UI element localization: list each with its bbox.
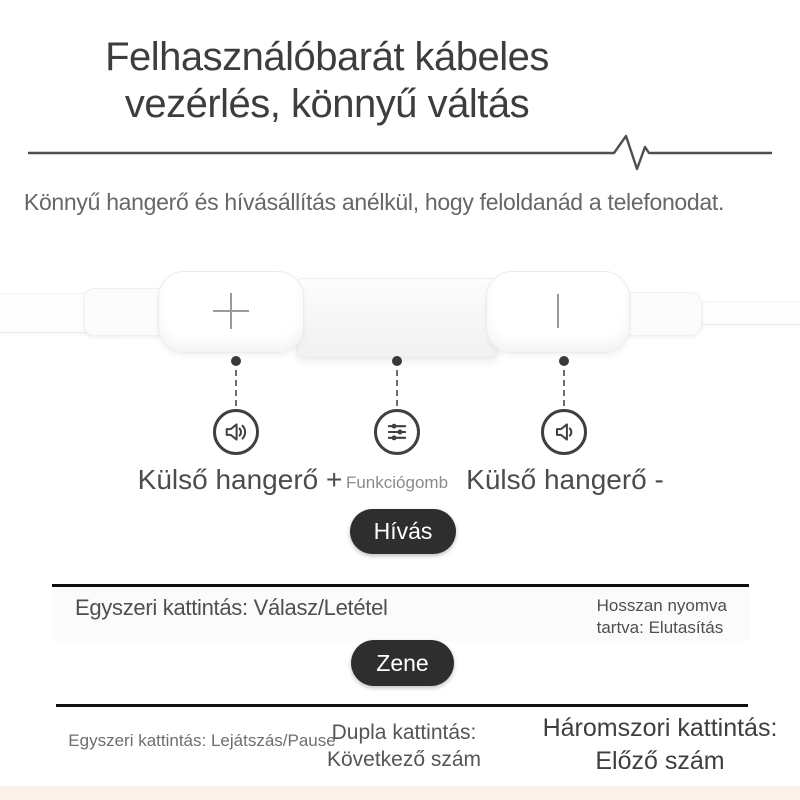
plus-icon [230, 293, 232, 329]
call-single-click-text: Egyszeri kattintás: Válasz/Letétel [75, 595, 388, 620]
music-pill [351, 640, 454, 686]
music-pill-label: Zene [376, 649, 429, 676]
cable-right [692, 301, 800, 325]
minus-bar-icon [557, 294, 559, 328]
bottom-accent-strip [0, 786, 800, 800]
heartbeat-divider [0, 133, 800, 177]
leader-line [235, 370, 237, 406]
volume-up-label: Külső hangerő + [137, 464, 343, 495]
page-title [105, 34, 549, 128]
remote-middle-body [296, 278, 498, 358]
title-line2: vezérlés, könnyű váltás [124, 82, 530, 127]
subtitle: Könnyű hangerő és hívásállítás anélkül, hogy feloldanád a telefonodat. [23, 189, 725, 215]
leader-line [563, 370, 565, 406]
call-pill-label: Hívás [373, 518, 433, 544]
sliders-icon [374, 409, 420, 455]
function-button-label: Funkciógomb [345, 473, 449, 492]
volume-up-icon [213, 409, 259, 455]
title-line1: Felhasználóbarát kábeles [105, 35, 549, 79]
music-triple-click-text: Háromszori kattintás: Előző szám [542, 714, 778, 775]
volume-down-label: Külső hangerő - [466, 464, 664, 495]
music-info-section [56, 704, 778, 775]
music-double-click-text: Dupla kattintás: Következő szám [326, 721, 482, 772]
leader-line [396, 370, 398, 406]
pointer-dot [559, 356, 569, 366]
cable-collar-left [84, 288, 166, 336]
volume-down-icon [541, 409, 587, 455]
call-pill [350, 509, 456, 554]
pointer-dot [392, 356, 402, 366]
cable-collar-right [620, 292, 702, 336]
music-single-click-text: Egyszeri kattintás: Lejátszás/Pause [68, 731, 336, 750]
pointer-dot [231, 356, 241, 366]
call-long-press-text: Hosszan nyomva tartva: Elutasítás [596, 596, 727, 638]
call-info-section [52, 584, 749, 641]
